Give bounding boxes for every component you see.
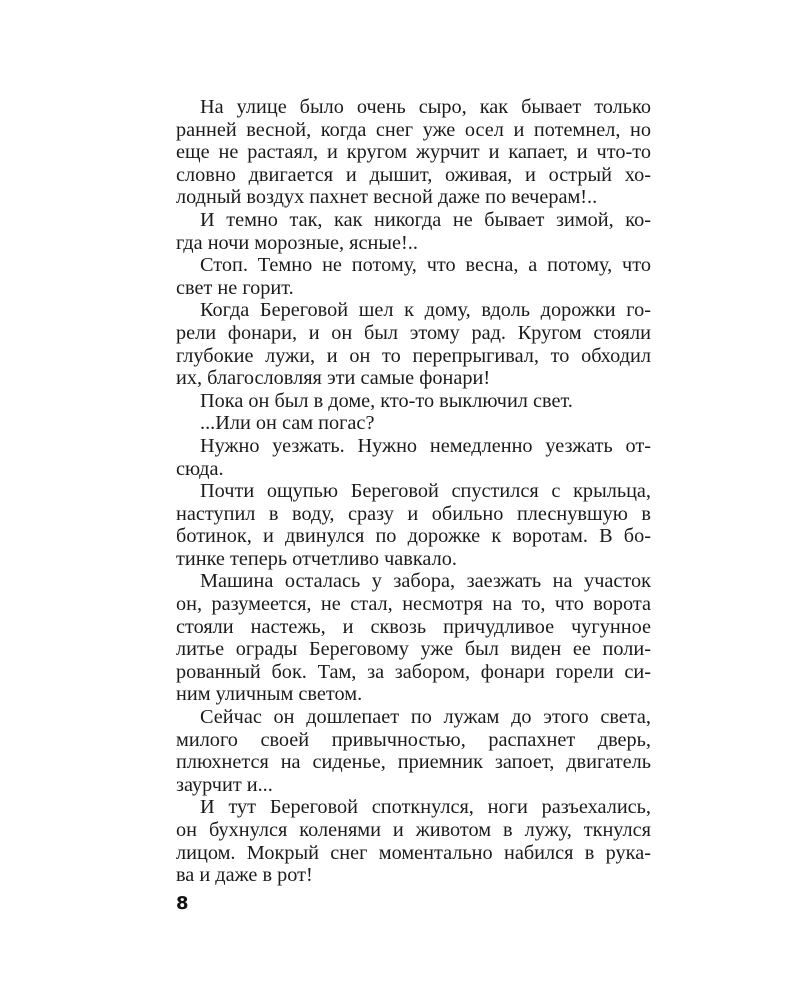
page-number: 8 [176,893,189,914]
text-line: ранней весной, когда снег уже осел и потемнел, но [176,118,651,141]
paragraph [176,796,651,886]
text-line: ва и даже в рот! [176,864,313,887]
text-line: глубокие лужи, и он то перепрыгивал, то обходил [176,344,651,367]
text-line: милого своей привычностью, распахнет дверь, [176,728,651,751]
text-line: плюхнется на сиденье, приемник запоет, двигатель [176,751,651,774]
text-line: Когда Береговой шел к дому, вдоль дорожки го- [200,299,651,322]
text-line: их, благословляя эти самые фонари! [176,367,491,390]
paragraph [176,480,651,570]
text-line: словно двигается и дышит, оживая, и острый хо- [176,163,651,186]
paragraph [176,435,651,480]
text-line: На улице было очень сыро, как бывает только [200,96,651,118]
text-line: заурчит и... [176,773,273,796]
text-line: Стоп. Темно не потому, что весна, а потому, что [200,254,651,277]
text-line: литье ограды Береговому уже был виден ее поли- [176,638,651,661]
text-line: Машина осталась у забора, заезжать на участок [200,570,651,593]
book-page-text [176,96,651,887]
text-line: рованный бок. Там, за забором, фонари горели си- [176,660,651,683]
text-line: лодный воздух пахнет весной даже по вечерам!.. [176,186,598,209]
text-line: И темно так, как никогда не бывает зимой, ко- [200,208,651,231]
paragraph [176,412,651,435]
text-line: тинке теперь отчетливо чавкало. [176,547,457,570]
text-line: Почти ощупью Береговой спустился с крыльца, [200,480,651,503]
text-line: наступил в воду, сразу и обильно плеснувшую в [176,502,651,525]
text-line: Сейчас он дошлепает по лужам до этого света, [200,706,651,729]
text-line: сюда. [176,457,224,480]
text-line: ботинок, и двинулся по дорожке к воротам. В бо- [176,525,651,548]
text-line: еще не растаял, и кругом журчит и капает, и что-то [176,141,651,164]
text-line: Нужно уезжать. Нужно немедленно уезжать от- [200,434,651,457]
text-line: Пока он был в доме, кто-то выключил свет. [200,389,573,412]
text-line: он, разумеется, не стал, несмотря на то, что ворота [176,593,651,616]
text-line: свет не горит. [176,276,294,299]
paragraph [176,209,651,254]
paragraph [176,570,651,706]
text-line: ним уличным светом. [176,683,363,706]
paragraph [176,96,651,209]
text-line: И тут Береговой споткнулся, ноги разъехались, [200,796,651,819]
text-line: рели фонари, и он был этому рад. Кругом стояли [176,321,651,344]
paragraph [176,299,651,389]
text-line: ...Или он сам погас? [200,412,375,435]
text-line: гда ночи морозные, ясные!.. [176,231,418,254]
text-line: лицом. Мокрый снег моментально набился в рука- [176,841,651,864]
paragraph [176,254,651,299]
text-line: стояли настежь, и сквозь причудливое чугунное [176,615,651,638]
paragraph [176,390,651,413]
paragraph [176,706,651,796]
text-line: он бухнулся коленями и животом в лужу, ткнулся [176,819,651,841]
